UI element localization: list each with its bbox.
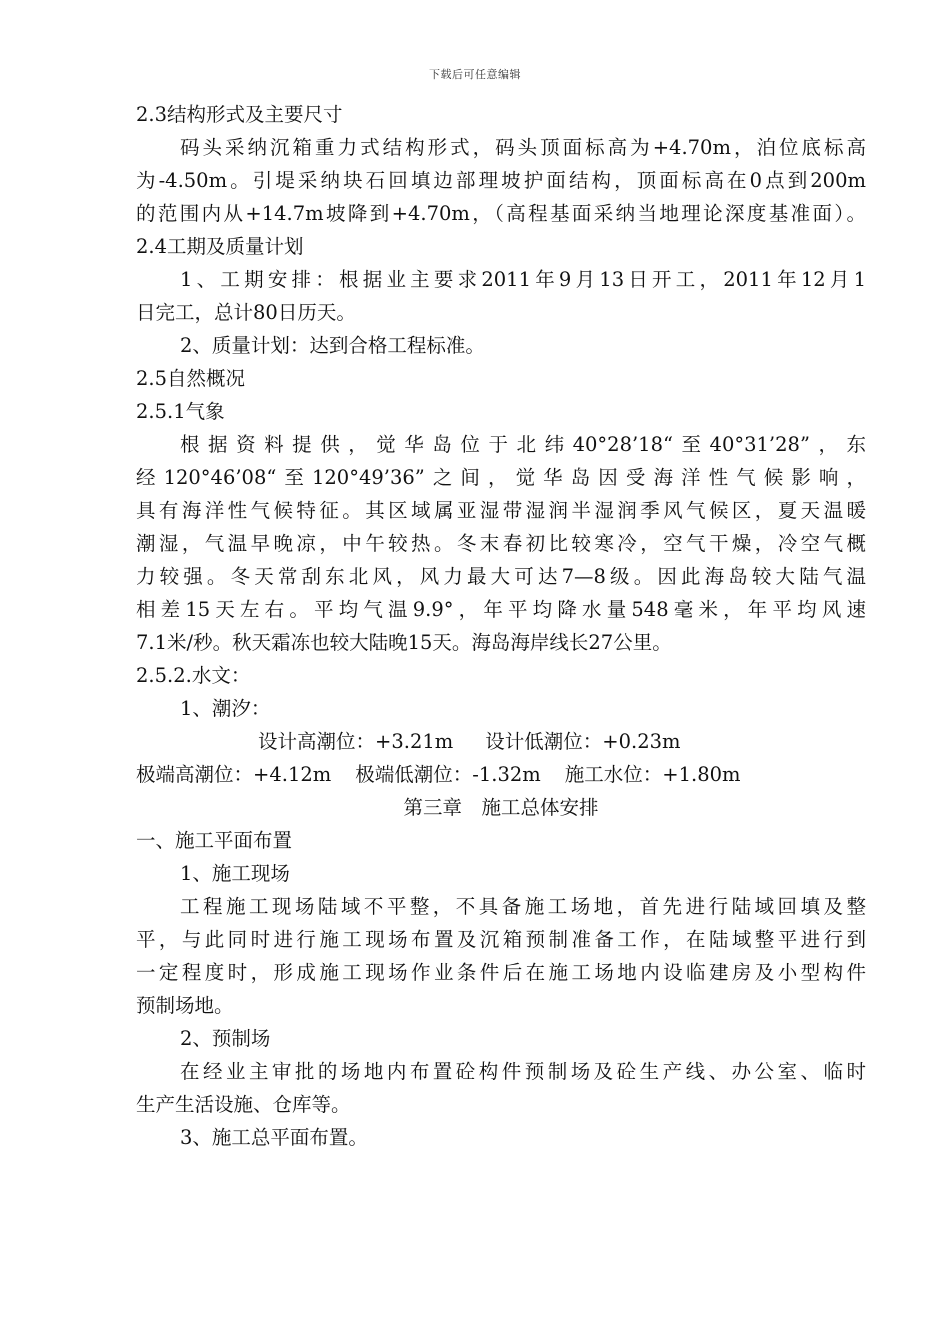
tide-label: 1、潮汐： (180, 697, 271, 720)
design-tide-row (136, 725, 866, 758)
extreme-tide-row (136, 758, 866, 791)
paragraph-line: 经120°46’08“至120°49’36”之间，觉华岛因受海洋性气候影响， (136, 466, 866, 489)
paragraph-line: 具有海洋性气候特征。其区域属亚湿带湿润半湿润季风气候区，夏天温暖 (136, 499, 866, 522)
page-header-note: 下载后可任意编辑 (429, 68, 521, 81)
chapter-3-title: 第三章 施工总体安排 (403, 796, 599, 819)
item-1-title: 1、施工现场 (180, 862, 290, 885)
section-1-title: 一、施工平面布置 (136, 829, 293, 852)
paragraph-line: 的范围内从+14.7m坡降到+4.70m，（高程基面采纳当地理论深度基准面）。 (136, 202, 866, 225)
paragraph-line: 2、质量计划：达到合格工程标准。 (180, 334, 485, 357)
section-2-5-title: 2.5自然概况 (136, 367, 246, 390)
item-3-title: 3、施工总平面布置。 (180, 1126, 368, 1149)
paragraph-line: 生产生活设施、仓库等。 (136, 1093, 351, 1116)
extreme-high-tide: 极端高潮位：+4.12m (136, 763, 332, 786)
paragraph-line: 日完工，总计80日历天。 (136, 301, 356, 324)
design-low-tide: 设计低潮位：+0.23m (485, 730, 681, 753)
extreme-low-tide: 极端低潮位：-1.32m (355, 763, 541, 786)
section-2-4-title: 2.4工期及质量计划 (136, 235, 304, 258)
paragraph-line: 工程施工现场陆域不平整，不具备施工场地，首先进行陆域回填及整 (180, 895, 866, 918)
paragraph-line: 7.1米/秒。秋天霜冻也较大陆晚15天。海岛海岸线长27公里。 (136, 631, 672, 654)
paragraph-line: 码头采纳沉箱重力式结构形式，码头顶面标高为+4.70m，泊位底标高 (180, 136, 866, 159)
paragraph-line: 相差15天左右。平均气温9.9°，年平均降水量548毫米，年平均风速 (136, 598, 866, 621)
document-body (136, 98, 866, 1154)
paragraph-line: 根据资料提供，觉华岛位于北纬40°28’18“至40°31’28”，东 (180, 433, 866, 456)
section-2-5-1-title: 2.5.1气象 (136, 400, 225, 423)
section-2-5-2-title: 2.5.2.水文： (136, 664, 251, 687)
paragraph-line: 力较强。冬天常刮东北风，风力最大可达7—8级。因此海岛较大陆气温 (136, 565, 866, 588)
item-2-title: 2、预制场 (180, 1027, 271, 1050)
paragraph-line: 1、工期安排：根据业主要求2011年9月13日开工，2011年12月1 (180, 268, 866, 291)
paragraph-line: 潮湿，气温早晚凉，中午较热。冬末春初比较寒冷，空气干燥，冷空气概 (136, 532, 866, 555)
paragraph-line: 预制场地。 (136, 994, 234, 1017)
paragraph-line: 在经业主审批的场地内布置砼构件预制场及砼生产线、办公室、临时 (180, 1060, 866, 1083)
paragraph-line: 平，与此同时进行施工现场布置及沉箱预制准备工作，在陆域整平进行到 (136, 928, 866, 951)
paragraph-line: 为-4.50m。引堤采纳块石回填边部理坡护面结构，顶面标高在0点到200m (136, 169, 866, 192)
section-2-3-title: 2.3结构形式及主要尺寸 (136, 103, 343, 126)
paragraph-line: 一定程度时，形成施工现场作业条件后在施工场地内设临建房及小型构件 (136, 961, 866, 984)
construction-water-level: 施工水位：+1.80m (564, 763, 741, 786)
design-high-tide: 设计高潮位：+3.21m (258, 730, 454, 753)
